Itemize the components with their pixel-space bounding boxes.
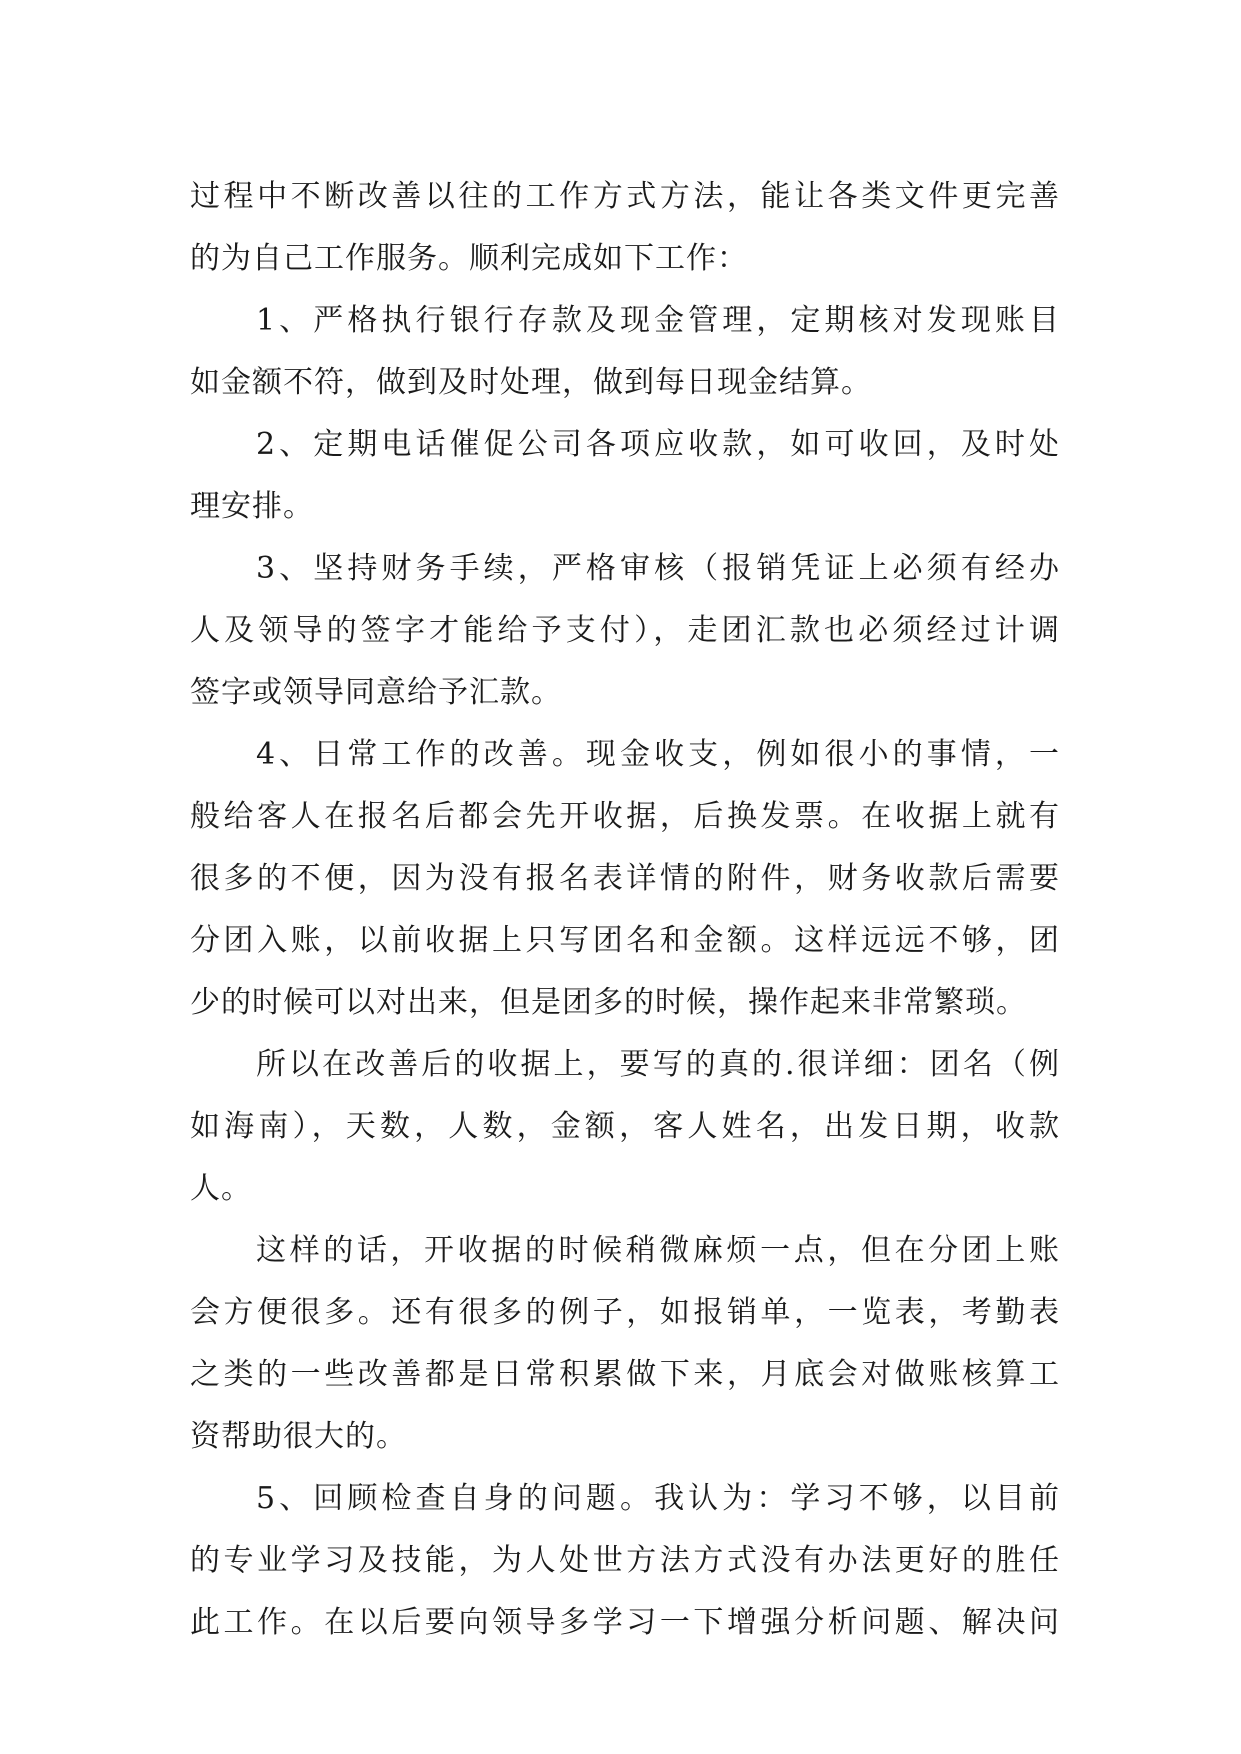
- text-line: 如金额不符，做到及时处理，做到每日现金结算。: [190, 365, 872, 400]
- text-line: 这样的话，开收据的时候稍微麻烦一点，但在分团上账: [256, 1233, 1060, 1268]
- text-line: 所以在改善后的收据上，要写的真的.很详细：团名（例: [256, 1047, 1060, 1082]
- text-line: 分团入账，以前收据上只写团名和金额。这样远远不够，团: [190, 923, 1060, 958]
- paragraph: [190, 724, 1060, 1034]
- text-line: 理安排。: [190, 489, 314, 524]
- paragraph: [190, 1220, 1060, 1468]
- text-line: 的为自己工作服务。顺利完成如下工作：: [190, 241, 748, 276]
- text-line: 少的时候可以对出来，但是团多的时候，操作起来非常繁琐。: [190, 985, 1027, 1020]
- text-line: 签字或领导同意给予汇款。: [190, 675, 562, 710]
- paragraph: [190, 166, 1060, 290]
- document-body: [190, 166, 1060, 1654]
- paragraph: [190, 414, 1060, 538]
- text-line: 此工作。在以后要向领导多学习一下增强分析问题、解决问: [190, 1605, 1060, 1640]
- text-line: 过程中不断改善以往的工作方式方法，能让各类文件更完善: [190, 179, 1060, 214]
- text-line: 2、定期电话催促公司各项应收款，如可收回，及时处: [256, 427, 1060, 462]
- text-line: 3、坚持财务手续，严格审核（报销凭证上必须有经办: [256, 551, 1060, 586]
- text-line: 人及领导的签字才能给予支付），走团汇款也必须经过计调: [190, 613, 1060, 648]
- paragraph: [190, 1034, 1060, 1220]
- text-line: 如海南），天数，人数，金额，客人姓名，出发日期，收款: [190, 1109, 1060, 1144]
- text-line: 般给客人在报名后都会先开收据，后换发票。在收据上就有: [190, 799, 1060, 834]
- paragraph: [190, 1468, 1060, 1654]
- text-line: 5、回顾检查自身的问题。我认为：学习不够，以目前: [256, 1481, 1060, 1516]
- text-line: 人。: [190, 1171, 252, 1206]
- text-line: 4、日常工作的改善。现金收支，例如很小的事情，一: [256, 737, 1060, 772]
- text-line: 的专业学习及技能，为人处世方法方式没有办法更好的胜任: [190, 1543, 1060, 1578]
- text-line: 很多的不便，因为没有报名表详情的附件，财务收款后需要: [190, 861, 1060, 896]
- text-line: 资帮助很大的。: [190, 1419, 407, 1454]
- paragraph: [190, 290, 1060, 414]
- paragraph: [190, 538, 1060, 724]
- text-line: 会方便很多。还有很多的例子，如报销单，一览表，考勤表: [190, 1295, 1060, 1330]
- text-line: 1、严格执行银行存款及现金管理，定期核对发现账目: [256, 303, 1060, 338]
- text-line: 之类的一些改善都是日常积累做下来，月底会对做账核算工: [190, 1357, 1060, 1392]
